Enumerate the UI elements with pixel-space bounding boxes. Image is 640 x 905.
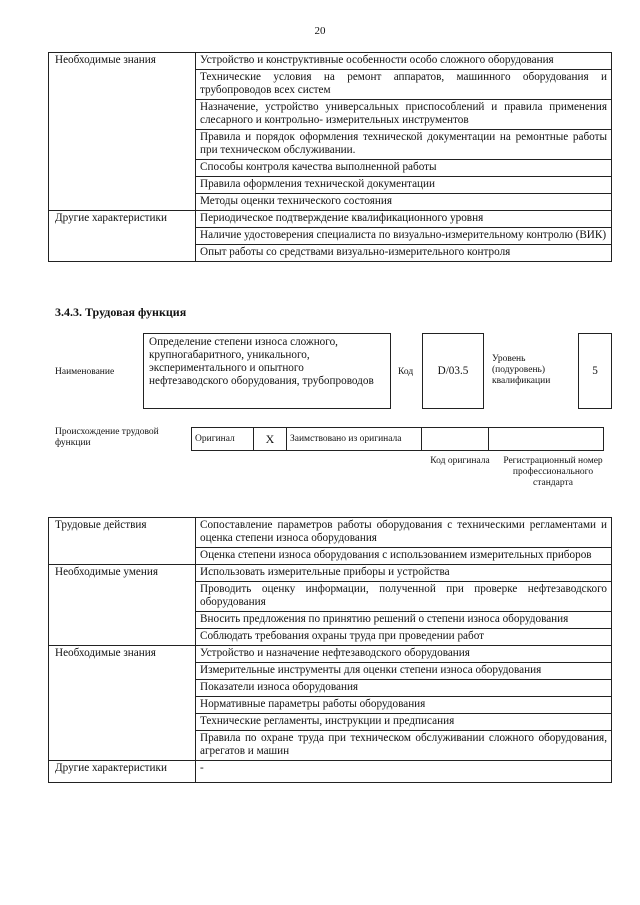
table-cell: Технические регламенты, инструкции и предписания — [196, 714, 612, 731]
table-cell: Нормативные параметры работы оборудования — [196, 697, 612, 714]
table-cell: Оценка степени износа оборудования с использованием измерительных приборов — [196, 548, 612, 565]
table-cell: Показатели износа оборудования — [196, 680, 612, 697]
origin-label: Происхождение трудовой функции — [55, 427, 159, 448]
table-cell: Вносить предложения по принятию решений о степени износа оборудования — [196, 612, 612, 629]
row-category: Необходимые знания — [49, 646, 196, 761]
table-cell: Способы контроля качества выполненной работы — [196, 160, 612, 177]
original-code-cell — [422, 428, 489, 451]
table-row — [192, 428, 604, 451]
row-category: Другие характеристики — [49, 211, 196, 262]
row-category: Необходимые умения — [49, 565, 196, 646]
table-row — [49, 646, 612, 663]
original-mark: X — [254, 428, 287, 451]
table-cell: Использовать измерительные приборы и устройства — [196, 565, 612, 582]
row-category: Другие характеристики — [49, 761, 196, 783]
table-row — [49, 211, 612, 228]
table-cell: Соблюдать требования охраны труда при проведении работ — [196, 629, 612, 646]
original-code-caption: Код оригинала — [430, 456, 490, 466]
table-cell: Измерительные инструменты для оценки степени износа оборудования — [196, 663, 612, 680]
table-row — [49, 518, 612, 548]
table-cell: Опыт работы со средствами визуально-измерительного контроля — [196, 245, 612, 262]
table-cell: Методы оценки технического состояния — [196, 194, 612, 211]
borrowed-label: Заимствовано из оригинала — [287, 428, 422, 451]
table-cell: Устройство и назначение нефтезаводского оборудования — [196, 646, 612, 663]
original-label: Оригинал — [192, 428, 254, 451]
table-row — [49, 761, 612, 783]
level-label: Уровень (подуровень) квалификации — [492, 354, 551, 386]
table-cell: Сопоставление параметров работы оборудования с техническими регламентами и оценка степени износа оборудования — [196, 518, 612, 548]
table-cell: Технические условия на ремонт аппаратов, машинного оборудования и трубопроводов всех систем — [196, 70, 612, 100]
table-cell: Назначение, устройство универсальных приспособлений и правила применения слесарного и контрольно- измерительных инструментов — [196, 100, 612, 130]
labor-function-table — [48, 517, 612, 783]
table-cell: Правила и порядок оформления технической документации на ремонтные работы при техническом обслуживании. — [196, 130, 612, 160]
registration-number-cell — [489, 428, 604, 451]
page-number: 20 — [314, 25, 326, 37]
section-heading: 3.4.3. Трудовая функция — [55, 305, 187, 319]
table-cell: - — [196, 761, 612, 783]
table-cell: Наличие удостоверения специалиста по визуально-измерительному контролю (ВИК) — [196, 228, 612, 245]
code-label: Код — [398, 367, 414, 377]
table-row — [49, 53, 612, 70]
table-cell: Правила оформления технической документации — [196, 177, 612, 194]
knowledge-table-continued — [48, 52, 612, 262]
table-cell: Правила по охране труда при техническом обслуживании сложного оборудования, агрегатов и машин — [196, 731, 612, 761]
row-category: Трудовые действия — [49, 518, 196, 565]
qualification-level-box: 5 — [578, 333, 612, 409]
row-category: Необходимые знания — [49, 53, 196, 211]
function-code-box: D/03.5 — [422, 333, 484, 409]
table-cell: Устройство и конструктивные особенности особо сложного оборудования — [196, 53, 612, 70]
table-cell: Периодическое подтверждение квалификационного уровня — [196, 211, 612, 228]
table-row — [49, 565, 612, 582]
origin-table — [191, 427, 604, 451]
function-name-box: Определение степени износа сложного, крупногабаритного, уникального, экспериментального и опытного нефтезаводского оборудования, трубопроводов — [143, 333, 391, 409]
table-cell: Проводить оценку информации, полученной при проверке нефтезаводского оборудования — [196, 582, 612, 612]
registration-caption: Регистрационный номер профессионального стандарта — [503, 456, 603, 488]
name-label: Наименование — [55, 367, 115, 377]
